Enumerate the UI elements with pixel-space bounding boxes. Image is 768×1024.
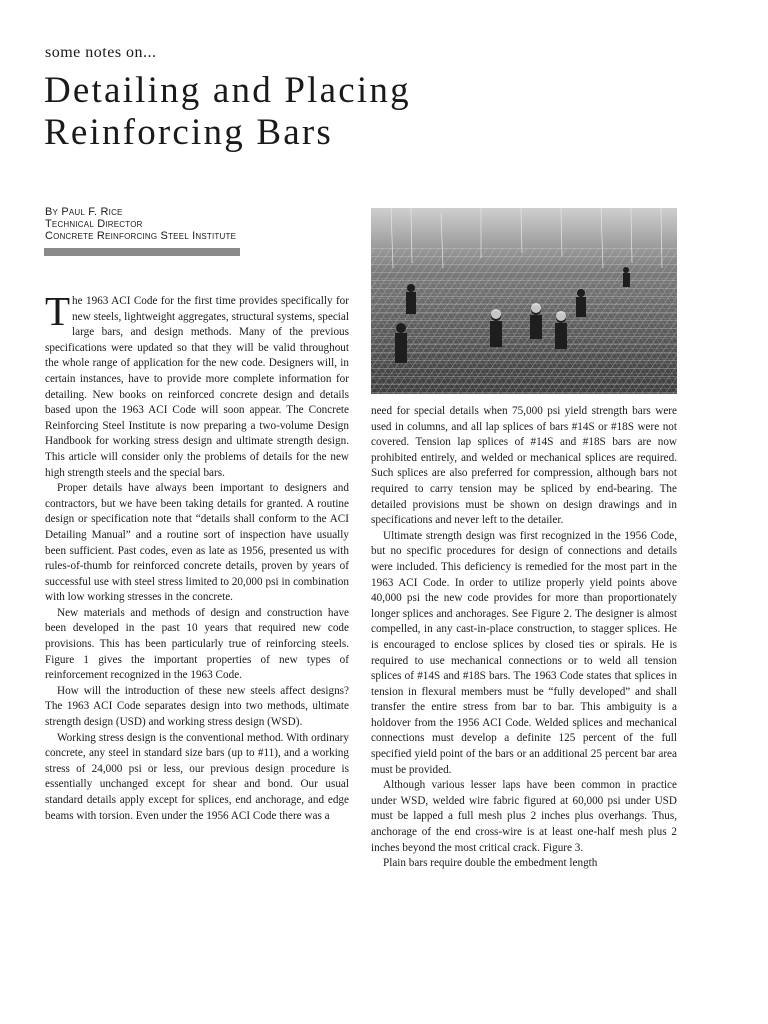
article-title <box>44 70 411 154</box>
byline <box>45 206 236 242</box>
author-org: Concrete Reinforcing Steel Institute <box>45 230 237 242</box>
byline-rule <box>44 248 240 256</box>
title-line-1: Detailing and Placing <box>44 70 411 111</box>
paragraph: The 1963 ACI Code for the first time provides specifically for new steels, lightweight aggregates, structural systems, special large bars, and design methods. Many of the previous specifications were updated so that they will be valid throughout the whole range of application for the new code. Designers will, in certain instances, have to provide more complete information for detailing. New books on reinforced concrete design and details based upon the 1963 ACI Code will soon appear. The Concrete Reinforcing Steel Institute is now preparing a two-volume Design Handbook for working stress design and ultimate strength design. This article will consider only the problems of details for the new high strength steels and the special bars. <box>45 288 349 479</box>
paragraph: Ultimate strength design was first recognized in the 1956 Code, but no specific procedures for design of connections and details were included. This deficiency is remedied for the most part in the 1963 ACI Code. In order to utilize properly yield points above 40,000 psi the new code provides for more than proportionately longer splices and anchorages. See Figure 2. The designer is almost compelled, in any cast-in-place construction, to stagger splices. He is encouraged to enclose splices by closed ties or spirals. He is required to use mechanical connections or to weld all tension splices of #14S and #18S bars. The 1963 Code states that splices in tension in flexural members must be “fully developed” and shall transfer the entire stress from bar to bar. This ambiguity is a holdover from the 1956 ACI Code. Welded splices and mechanical connections must develop a definite 125 percent of the full specified yield point of the bars or an additional 25 percent bar area must be provided. <box>371 529 677 776</box>
paragraph: Working stress design is the conventional method. With ordinary concrete, any steel in standard size bars (up to #11), and a working stress of 24,000 psi or less, our previous design procedure is essentially unchanged except for shear and bond. Our usual standard details apply except for splices, end anchorage, and edge beams with torsion. Even under the 1956 ACI Code there was a <box>45 731 349 822</box>
author-role: Technical Director <box>45 218 143 230</box>
kicker: some notes on... <box>45 44 157 61</box>
article-column-right <box>371 404 677 872</box>
paragraph: New materials and methods of design and construction have been developed in the past 10 years that required new code provisions. This has been particularly true of reinforcing steels. Figure 1 gives the important properties of new types of reinforcement recognized in the 1963 Code. <box>45 606 349 682</box>
drop-cap: T <box>45 288 71 334</box>
title-line-2: Reinforcing Bars <box>44 112 333 153</box>
paragraph: How will the introduction of these new steels affect designs? The 1963 ACI Code separates design into two methods, ultimate strength design (USD) and working stress design (WSD). <box>45 684 349 729</box>
construction-site-photo <box>371 208 677 394</box>
paragraph: need for special details when 75,000 psi yield strength bars were used in columns, and all lap splices of bars #14S or #18S were not covered. Tension lap splices of #14S and #18S bars are now prohibited entirely, and welded or mechanical splices are required. Such splices are also preferred for compression, although bars not required to carry tension may be spliced by end-bearing. The detailed provisions must be shown on design drawings and in specifications and never left to the detailer. <box>371 405 677 527</box>
paragraph: Proper details have always been important to designers and contractors, but we have been taking details for granted. A routine design or specification note that “details shall conform to the ACI Detailing Manual” and a routine sort of inspection have usually been sufficient. Past codes, even as late as 1956, presented us with rules-of-thumb for reinforced concrete details, proven by years of successful use with steel stress limited to 20,000 psi in combination with low working stresses in the concrete. <box>45 482 349 604</box>
article-column-left <box>45 288 349 824</box>
author-name: By Paul F. Rice <box>45 206 123 218</box>
paragraph: Plain bars require double the embedment length <box>383 857 598 870</box>
paragraph: Although various lesser laps have been common in practice under WSD, welded wire fabric figured at 60,000 psi under USD must be lapped a full mesh plus 2 inches plus overhangs. Thus, anchorage of the end cross-wire is at least one-half mesh plus 2 inches beyond the most critical crack. Figure 3. <box>371 779 677 854</box>
